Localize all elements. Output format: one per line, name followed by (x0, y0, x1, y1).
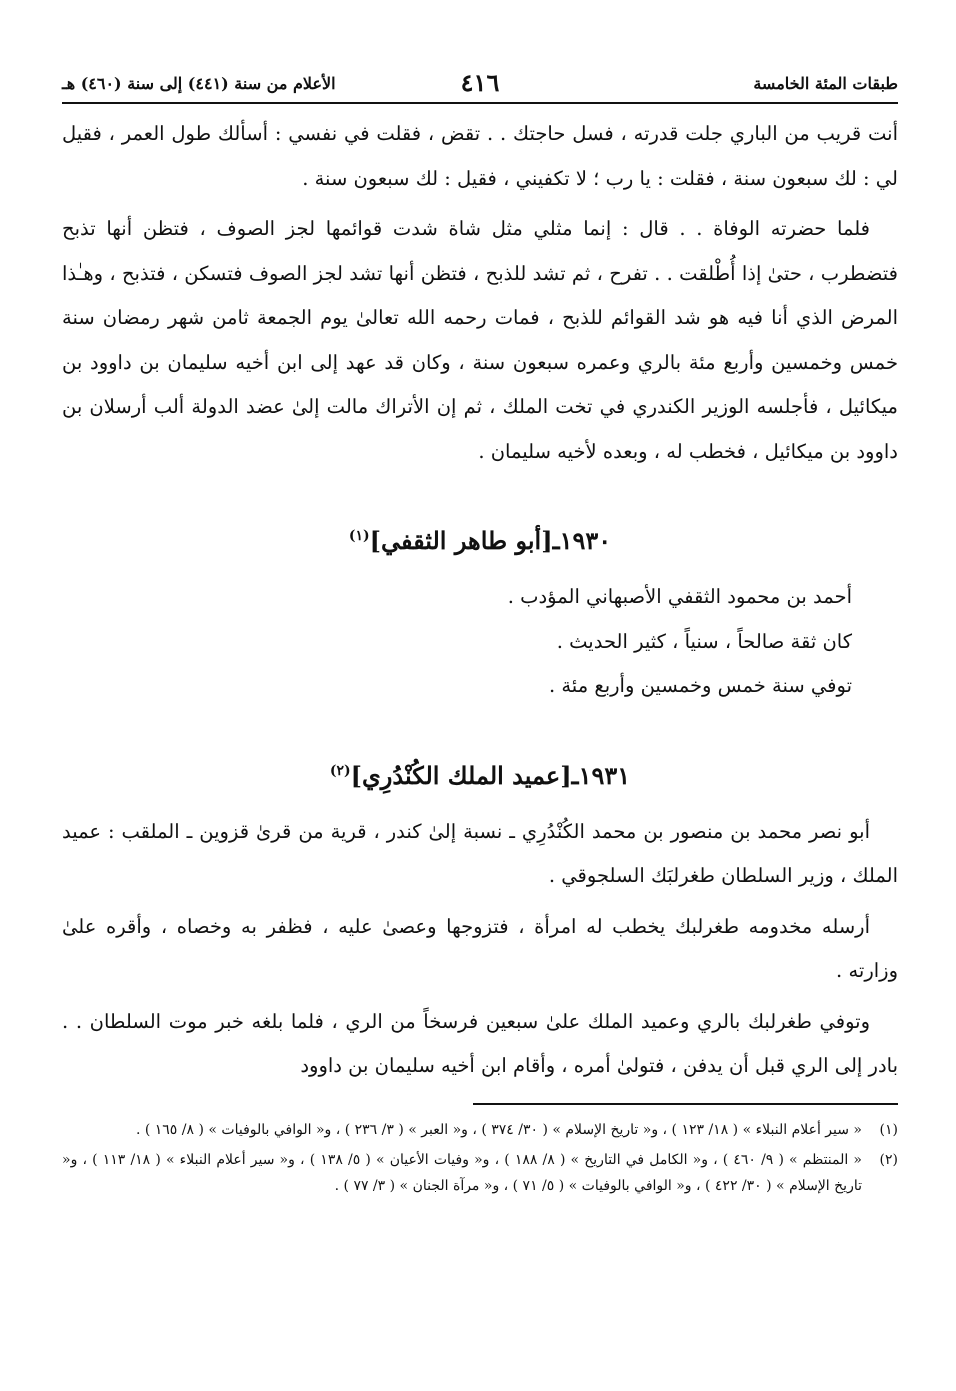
footnote-number: (٢) (879, 1151, 898, 1168)
entry-heading-1931 (62, 747, 898, 800)
book-page (62, 66, 898, 1203)
footnotes (62, 1117, 898, 1199)
intro-text (62, 112, 898, 474)
footnote-text: « المنتظم » ( ٩/ ٤٦٠ ) ، و« الكامل في التاريخ » ( ٨/ ١٨٨ ) ، و« وفيات الأعيان » ( ٥/ ١٣٨ ) ، و« سير أعلام النبلاء » ( ١٨/ ١١٣ ) ، و« تاريخ الإسلام » ( ٣٠/ ٤٢٢ ) ، و« الوافي بالوفيات » ( ٥/ ٧١ ) ، و« مرآة الجنان » ( ٣/ ٧٧ ) . (62, 1151, 862, 1194)
entry-line: توفي سنة خمس وخمسين وأربع مئة . (548, 674, 852, 697)
entry-line: أحمد بن محمود الثقفي الأصبهاني المؤدب . (507, 585, 852, 608)
entry-body-1931 (62, 810, 898, 1089)
entry-heading-1930 (62, 512, 898, 565)
entry-body-1930 (62, 575, 898, 709)
header-year-range: الأعلام من سنة (٤٤١) إلى سنة (٤٦٠) هـ (62, 74, 336, 93)
paragraph: وتوفي طغرلبك بالري وعميد الملك علىٰ سبعين فرسخاً من الري ، فلما بلغه خبر موت السلطان . . بادر إلى الري قبل أن يدفن ، فتولىٰ أمره ، وأقام ابن أخيه سليمان بن داوود (62, 1009, 898, 1077)
running-header (62, 66, 898, 100)
paragraph: أبو نصر محمد بن منصور بن محمد الكُنْدُرِي ـ نسبة إلىٰ كندر ، قرية من قرىٰ قزوين ـ الملقب : عميد الملك ، وزير السلطان طغرلبَك السلجوقي . (62, 819, 898, 887)
footnote-item (62, 1147, 898, 1199)
footnote-text: « سير أعلام النبلاء » ( ١٨/ ١٢٣ ) ، و« تاريخ الإسلام » ( ٣٠/ ٣٧٤ ) ، و« العبر » ( ٣/ ٢٣٦ ) ، و« الوافي بالوفيات » ( ٨/ ١٦٥ ) . (135, 1121, 862, 1138)
entry-title: ١٩٣١ـ[عميد الملك الكُنْدُرِي] (350, 760, 631, 790)
footnote-rule (473, 1103, 898, 1105)
footnote-item (62, 1117, 898, 1143)
footnote-ref: (١) (348, 528, 370, 544)
entry-line: كان ثقة صالحاً ، سنياً ، كثير الحديث . (556, 629, 852, 653)
paragraph: فلما حضرته الوفاة . . قال : إنما مثلي مثل شاة شدت قوائمها لجز الصوف ، فتظن أنها تذبح فتضطرب ، حتىٰ إذا أُطْلقت . . تفرح ، ثم تشد للذبح ، فتظن أنها تشد لجز الصوف فتسكن ، فتذبح ، وهـٰذا المرض الذي أنا فيه هو شد القوائم للذبح ، فمات رحمه الله تعالىٰ يوم الجمعة ثامن شهر رمضان سنة خمس وخمسين وأربع مئة بالري وعمره سبعون سنة ، وكان قد عهد إلى ابن أخيه سليمان بن داوود بن ميكائيل ، فأجلسه الوزير الكندري في تخت الملك ، ثم إن الأتراك مالت إلىٰ عضد الدولة ألب أرسلان بن داوود بن ميكائيل ، فخطب له ، وبعده لأخيه سليمان . (62, 217, 898, 463)
entry-title: ١٩٣٠ـ[أبو طاهر الثقفي] (369, 526, 612, 555)
paragraph: أنت قريب من الباري جلت قدرته ، فسل حاجتك . . تقض ، فقلت في نفسي : أسألك طول العمر ، فقيل لي : لك سبعون سنة ، فقلت : يا رب ؛ لا تكفيني ، فقيل : لك سبعون سنة . (62, 122, 898, 190)
footnote-number: (١) (879, 1121, 898, 1138)
header-book-section: طبقات المئة الخامسة (753, 74, 898, 93)
header-rule (62, 102, 898, 104)
footnote-ref: (٢) (329, 762, 351, 779)
paragraph: أرسله مخدومه طغرلبك يخطب له امرأة ، فتزوجها وعصىٰ عليه ، فظفر به وخصاه ، وأقره علىٰ وزارته . (62, 914, 898, 982)
page-number: ٤١٦ (460, 68, 500, 97)
